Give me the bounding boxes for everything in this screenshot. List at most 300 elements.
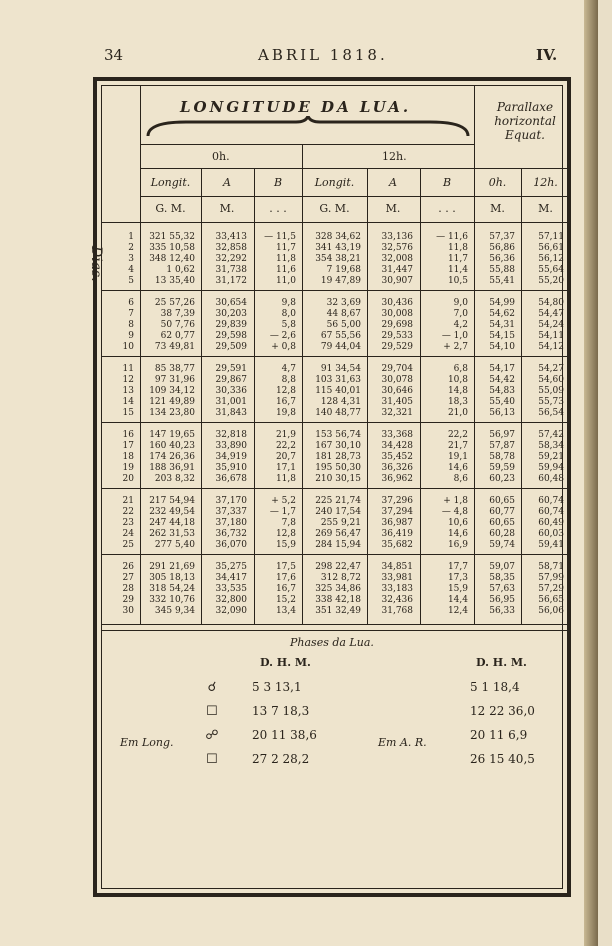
unit-header: M.: [385, 202, 401, 215]
table-cell: 255 9,21: [320, 518, 361, 528]
table-cell: 37,180: [215, 518, 247, 528]
day-number: 21: [122, 496, 134, 506]
table-cell: 7 19,68: [326, 265, 361, 275]
page-title: ABRIL 1818.: [258, 46, 388, 64]
day-number: 5: [128, 276, 134, 286]
day-number: 26: [122, 562, 134, 572]
table-cell: 37,170: [215, 496, 247, 506]
table-cell: 85 38,77: [154, 364, 195, 374]
table-cell: 30,907: [381, 276, 413, 286]
table-cell: 54,24: [538, 320, 564, 330]
em-long-label: Em Long.: [120, 736, 174, 749]
table-cell: 37,294: [381, 507, 413, 517]
table-cell: 11,8: [275, 254, 296, 264]
table-cell: 247 44,18: [149, 518, 195, 528]
table-cell: 35,452: [381, 452, 413, 462]
phase-symbol-icon: ☌: [207, 680, 217, 695]
phase-long-value: 5 3 13,1: [252, 680, 302, 694]
day-number: 11: [122, 364, 134, 374]
table-cell: 181 28,73: [315, 452, 361, 462]
table-cell: 6,8: [453, 364, 468, 374]
table-cell: 56,36: [489, 254, 515, 264]
group-divider: [102, 554, 570, 555]
table-cell: 30,646: [381, 386, 413, 396]
table-cell: 11,8: [275, 474, 296, 484]
table-cell: 4,2: [453, 320, 468, 330]
table-cell: 15,2: [275, 595, 296, 605]
table-cell: 15,9: [275, 540, 296, 550]
day-number: 15: [122, 408, 134, 418]
table-cell: 33,535: [215, 584, 247, 594]
table-cell: 59,94: [538, 463, 564, 473]
table-cell: 55,40: [489, 397, 515, 407]
column-header: 0h.: [488, 176, 507, 189]
table-cell: — 11,6: [436, 232, 468, 242]
table-cell: 17,3: [447, 573, 468, 583]
table-cell: 56,97: [489, 430, 515, 440]
day-number: 4: [128, 265, 134, 275]
table-cell: 29,867: [215, 375, 247, 385]
table-cell: 36,987: [381, 518, 413, 528]
table-cell: 332 10,76: [149, 595, 195, 605]
table-cell: 17,7: [447, 562, 468, 572]
column-header: B: [273, 176, 283, 189]
table-cell: 328 34,62: [315, 232, 361, 242]
table-cell: 15,9: [447, 584, 468, 594]
table-cell: 14,6: [447, 463, 468, 473]
day-number: 6: [128, 298, 134, 308]
column-header: A: [389, 176, 397, 189]
table-cell: 59,41: [538, 540, 564, 550]
column-header: Longit.: [314, 176, 355, 189]
phase-ar-value: 26 15 40,5: [470, 752, 535, 766]
table-cell: 7,0: [453, 309, 468, 319]
table-cell: 134 23,80: [149, 408, 195, 418]
brace: [146, 116, 470, 138]
day-number: 28: [122, 584, 134, 594]
unit-header: M.: [490, 202, 505, 215]
table-cell: 20,7: [275, 452, 296, 462]
table-cell: 32,576: [381, 243, 413, 253]
table-cell: 56,86: [489, 243, 515, 253]
table-cell: 58,34: [538, 441, 564, 451]
table-cell: 13,4: [275, 606, 296, 616]
page-number: 34: [104, 46, 124, 64]
table-cell: 262 31,53: [149, 529, 195, 539]
table-cell: 318 54,24: [149, 584, 195, 594]
table-cell: 73 49,81: [154, 342, 195, 352]
table-cell: 30,654: [215, 298, 247, 308]
table-cell: 140 48,77: [315, 408, 361, 418]
table-cell: 56,33: [489, 606, 515, 616]
table-cell: 12,8: [275, 386, 296, 396]
table-cell: 160 40,23: [149, 441, 195, 451]
table-cell: 338 42,18: [315, 595, 361, 605]
table-cell: 62 0,77: [160, 331, 195, 341]
table-cell: 1 0,62: [166, 265, 195, 275]
table-cell: 54,15: [489, 331, 515, 341]
table-cell: 7,8: [281, 518, 296, 528]
table-cell: 60,23: [489, 474, 515, 484]
table-cell: 29,509: [215, 342, 247, 352]
table-cell: 60,77: [489, 507, 515, 517]
table-cell: 60,74: [538, 496, 564, 506]
table-cell: 60,74: [538, 507, 564, 517]
table-cell: 59,59: [489, 463, 515, 473]
group-divider: [102, 422, 570, 423]
table-cell: 298 22,47: [315, 562, 361, 572]
table-cell: 54,31: [489, 320, 515, 330]
phase-symbol-icon: ☐: [206, 752, 218, 767]
table-cell: 121 49,89: [149, 397, 195, 407]
column-header: Longit.: [150, 176, 191, 189]
table-cell: 103 31,63: [315, 375, 361, 385]
phase-ar-value: 5 1 18,4: [470, 680, 520, 694]
table-cell: 16,9: [447, 540, 468, 550]
table-cell: 11,6: [275, 265, 296, 275]
day-number: 29: [122, 595, 134, 605]
day-number: 30: [122, 606, 134, 616]
group-divider: [102, 488, 570, 489]
table-cell: 36,070: [215, 540, 247, 550]
table-cell: — 1,0: [441, 331, 468, 341]
table-cell: 33,368: [381, 430, 413, 440]
table-cell: 54,42: [489, 375, 515, 385]
day-number: 1: [128, 232, 134, 242]
day-number: 7: [128, 309, 134, 319]
table-cell: 31,843: [215, 408, 247, 418]
table-cell: 210 30,15: [315, 474, 361, 484]
table-cell: 57,99: [538, 573, 564, 583]
table-cell: — 2,6: [269, 331, 296, 341]
table-cell: 12,8: [275, 529, 296, 539]
table-cell: 11,0: [275, 276, 296, 286]
table-cell: 14,4: [447, 595, 468, 605]
table-cell: 35,910: [215, 463, 247, 473]
table-cell: 30,203: [215, 309, 247, 319]
table-cell: 31,447: [381, 265, 413, 275]
table-cell: 9,0: [453, 298, 468, 308]
table-cell: 31,768: [381, 606, 413, 616]
column-header: B: [442, 176, 452, 189]
day-number: 18: [122, 452, 134, 462]
table-cell: 38 7,39: [160, 309, 195, 319]
table-cell: 174 26,36: [149, 452, 195, 462]
table-cell: 29,591: [215, 364, 247, 374]
unit-header: M.: [538, 202, 553, 215]
table-cell: 79 44,04: [320, 342, 361, 352]
table-cell: 10,6: [447, 518, 468, 528]
table-cell: 11,7: [447, 254, 468, 264]
day-number: 16: [122, 430, 134, 440]
day-number: 27: [122, 573, 134, 583]
table-cell: 13 35,40: [154, 276, 195, 286]
table-cell: 9,8: [281, 298, 296, 308]
table-cell: 115 40,01: [315, 386, 361, 396]
table-cell: 60,65: [489, 518, 515, 528]
table-cell: 33,890: [215, 441, 247, 451]
day-number: 24: [122, 529, 134, 539]
unit-header: G. M.: [319, 202, 350, 215]
table-cell: 19 47,89: [320, 276, 361, 286]
table-cell: 21,9: [275, 430, 296, 440]
phase-symbol-icon: ☐: [206, 704, 218, 719]
day-number: 22: [122, 507, 134, 517]
table-cell: 305 18,13: [149, 573, 195, 583]
table-cell: 10,8: [447, 375, 468, 385]
phase-ar-value: 12 22 36,0: [470, 704, 535, 718]
table-cell: 35,682: [381, 540, 413, 550]
book-spine: [584, 0, 598, 946]
table-cell: 59,21: [538, 452, 564, 462]
table-cell: 54,27: [538, 364, 564, 374]
table-cell: 25 57,26: [154, 298, 195, 308]
table-cell: 57,11: [538, 232, 564, 242]
table-cell: 55,41: [489, 276, 515, 286]
table-cell: 33,413: [215, 232, 247, 242]
table-cell: 57,37: [489, 232, 515, 242]
table-cell: 56,65: [538, 595, 564, 605]
day-number: 25: [122, 540, 134, 550]
table-cell: 11,4: [447, 265, 468, 275]
table-cell: 34,417: [215, 573, 247, 583]
table-cell: 240 17,54: [315, 507, 361, 517]
table-cell: + 1,8: [443, 496, 468, 506]
day-number: 3: [128, 254, 134, 264]
table-cell: 55,20: [538, 276, 564, 286]
table-cell: 17,6: [275, 573, 296, 583]
day-number: 14: [122, 397, 134, 407]
table-cell: 56,61: [538, 243, 564, 253]
table-cell: 16,7: [275, 397, 296, 407]
table-cell: 55,09: [538, 386, 564, 396]
table-cell: 321 55,32: [149, 232, 195, 242]
table-cell: 55,88: [489, 265, 515, 275]
table-cell: 109 34,12: [149, 386, 195, 396]
table-cell: 19,1: [447, 452, 468, 462]
unit-header: M.: [219, 202, 235, 215]
column-header: A: [223, 176, 231, 189]
table-cell: 30,336: [215, 386, 247, 396]
table-cell: 354 38,21: [315, 254, 361, 264]
unit-header: . . .: [269, 202, 287, 215]
table-cell: 21,7: [447, 441, 468, 451]
table-cell: 37,337: [215, 507, 247, 517]
table-cell: 56,06: [538, 606, 564, 616]
table-cell: 36,326: [381, 463, 413, 473]
table-cell: 60,49: [538, 518, 564, 528]
table-cell: 8,6: [453, 474, 468, 484]
table-cell: 56,54: [538, 408, 564, 418]
table-cell: 97 31,96: [154, 375, 195, 385]
table-cell: 54,80: [538, 298, 564, 308]
table-cell: 291 21,69: [149, 562, 195, 572]
table-cell: 91 34,54: [320, 364, 361, 374]
table-cell: 36,962: [381, 474, 413, 484]
table-frame: [88, 77, 571, 897]
table-cell: 335 10,58: [149, 243, 195, 253]
table-cell: 32,008: [381, 254, 413, 264]
dhm-label-long: D. H. M.: [260, 656, 311, 669]
table-cell: 12,4: [447, 606, 468, 616]
table-cell: 33,136: [381, 232, 413, 242]
table-cell: 325 34,86: [315, 584, 361, 594]
table-cell: 341 43,19: [315, 243, 361, 253]
group-divider: [102, 290, 570, 291]
table-cell: 29,598: [215, 331, 247, 341]
day-number: 23: [122, 518, 134, 528]
table-cell: 4,7: [281, 364, 296, 374]
table-cell: 56,95: [489, 595, 515, 605]
phase-long-value: 27 2 28,2: [252, 752, 310, 766]
day-number: 17: [122, 441, 134, 451]
table-cell: 11,7: [275, 243, 296, 253]
ephemeris-table: [88, 85, 564, 889]
table-cell: 31,172: [215, 276, 247, 286]
table-cell: 22,2: [275, 441, 296, 451]
table-cell: 36,732: [215, 529, 247, 539]
table-cell: 34,428: [381, 441, 413, 451]
table-cell: 19,8: [275, 408, 296, 418]
table-cell: 167 30,10: [315, 441, 361, 451]
table-cell: 29,698: [381, 320, 413, 330]
table-cell: 32,321: [381, 408, 413, 418]
table-cell: 5,8: [281, 320, 296, 330]
table-cell: 58,35: [489, 573, 515, 583]
day-number: 8: [128, 320, 134, 330]
table-cell: 60,03: [538, 529, 564, 539]
table-cell: 203 8,32: [154, 474, 195, 484]
phase-long-value: 13 7 18,3: [252, 704, 310, 718]
table-cell: 30,078: [381, 375, 413, 385]
table-cell: 14,6: [447, 529, 468, 539]
em-ar-label: Em A. R.: [378, 736, 427, 749]
table-cell: 14,8: [447, 386, 468, 396]
table-cell: 128 4,31: [320, 397, 361, 407]
table-cell: 34,919: [215, 452, 247, 462]
phases-title: Phases da Lua.: [290, 636, 374, 649]
table-cell: 58,78: [489, 452, 515, 462]
table-cell: 217 54,94: [149, 496, 195, 506]
parallax-title: Parallaxe horizontal Equat.: [494, 100, 556, 142]
table-cell: 17,1: [275, 463, 296, 473]
table-cell: 50 7,76: [160, 320, 195, 330]
table-cell: 33,183: [381, 584, 413, 594]
table-cell: 57,42: [538, 430, 564, 440]
table-cell: 33,981: [381, 573, 413, 583]
table-cell: — 4,8: [441, 507, 468, 517]
table-cell: 153 56,74: [315, 430, 361, 440]
table-cell: 37,296: [381, 496, 413, 506]
table-cell: 36,419: [381, 529, 413, 539]
table-cell: 188 36,91: [149, 463, 195, 473]
table-cell: 11,8: [447, 243, 468, 253]
table-cell: 30,436: [381, 298, 413, 308]
table-cell: 57,63: [489, 584, 515, 594]
table-cell: 312 8,72: [320, 573, 361, 583]
table-cell: 345 9,34: [154, 606, 195, 616]
table-cell: 22,2: [447, 430, 468, 440]
day-number: 19: [122, 463, 134, 473]
table-cell: 232 49,54: [149, 507, 195, 517]
table-cell: 57,29: [538, 584, 564, 594]
table-cell: 32,818: [215, 430, 247, 440]
table-cell: 56,13: [489, 408, 515, 418]
table-cell: 54,83: [489, 386, 515, 396]
table-cell: 59,07: [489, 562, 515, 572]
table-cell: 348 12,40: [149, 254, 195, 264]
table-cell: 29,704: [381, 364, 413, 374]
hour0-label: 0h.: [212, 150, 230, 163]
table-cell: — 11,5: [264, 232, 296, 242]
table-cell: 32,858: [215, 243, 247, 253]
day-number: 13: [122, 386, 134, 396]
table-cell: 18,3: [447, 397, 468, 407]
table-cell: 10,5: [447, 276, 468, 286]
table-cell: 32,292: [215, 254, 247, 264]
table-cell: + 2,7: [443, 342, 468, 352]
table-cell: 32,090: [215, 606, 247, 616]
table-cell: 36,678: [215, 474, 247, 484]
phase-symbol-icon: ☍: [205, 728, 219, 743]
table-cell: 56 5,00: [326, 320, 361, 330]
table-cell: 351 32,49: [315, 606, 361, 616]
hour12-label: 12h.: [382, 150, 407, 163]
table-cell: 54,47: [538, 309, 564, 319]
table-cell: 59,74: [489, 540, 515, 550]
table-cell: 30,008: [381, 309, 413, 319]
table-cell: 54,62: [489, 309, 515, 319]
table-cell: 32 3,69: [326, 298, 361, 308]
table-cell: 32,800: [215, 595, 247, 605]
phase-ar-value: 20 11 6,9: [470, 728, 528, 742]
table-cell: 56,12: [538, 254, 564, 264]
table-cell: 31,001: [215, 397, 247, 407]
phase-long-value: 20 11 38,6: [252, 728, 317, 742]
day-number: 20: [122, 474, 134, 484]
table-cell: 35,275: [215, 562, 247, 572]
unit-header: G. M.: [155, 202, 186, 215]
table-cell: 21,0: [447, 408, 468, 418]
group-divider: [102, 356, 570, 357]
dias-label: Dias.: [88, 246, 104, 282]
table-cell: 58,71: [538, 562, 564, 572]
table-cell: 16,7: [275, 584, 296, 594]
table-cell: 8,0: [281, 309, 296, 319]
table-cell: + 5,2: [271, 496, 296, 506]
day-number: 2: [128, 243, 134, 253]
table-cell: 54,11: [538, 331, 564, 341]
table-cell: 54,17: [489, 364, 515, 374]
table-cell: 31,405: [381, 397, 413, 407]
table-cell: 277 5,40: [154, 540, 195, 550]
table-cell: 54,60: [538, 375, 564, 385]
unit-header: . . .: [438, 202, 456, 215]
table-cell: 195 50,30: [315, 463, 361, 473]
table-cell: 60,48: [538, 474, 564, 484]
dhm-label-ar: D. H. M.: [476, 656, 527, 669]
table-cell: 54,99: [489, 298, 515, 308]
table-cell: 29,839: [215, 320, 247, 330]
table-cell: 8,8: [281, 375, 296, 385]
section-number: IV.: [536, 46, 558, 64]
table-cell: 55,64: [538, 265, 564, 275]
table-cell: — 1,7: [269, 507, 296, 517]
table-cell: 34,851: [381, 562, 413, 572]
table-cell: 44 8,67: [326, 309, 361, 319]
table-cell: 225 21,74: [315, 496, 361, 506]
column-header: 12h.: [533, 176, 558, 189]
